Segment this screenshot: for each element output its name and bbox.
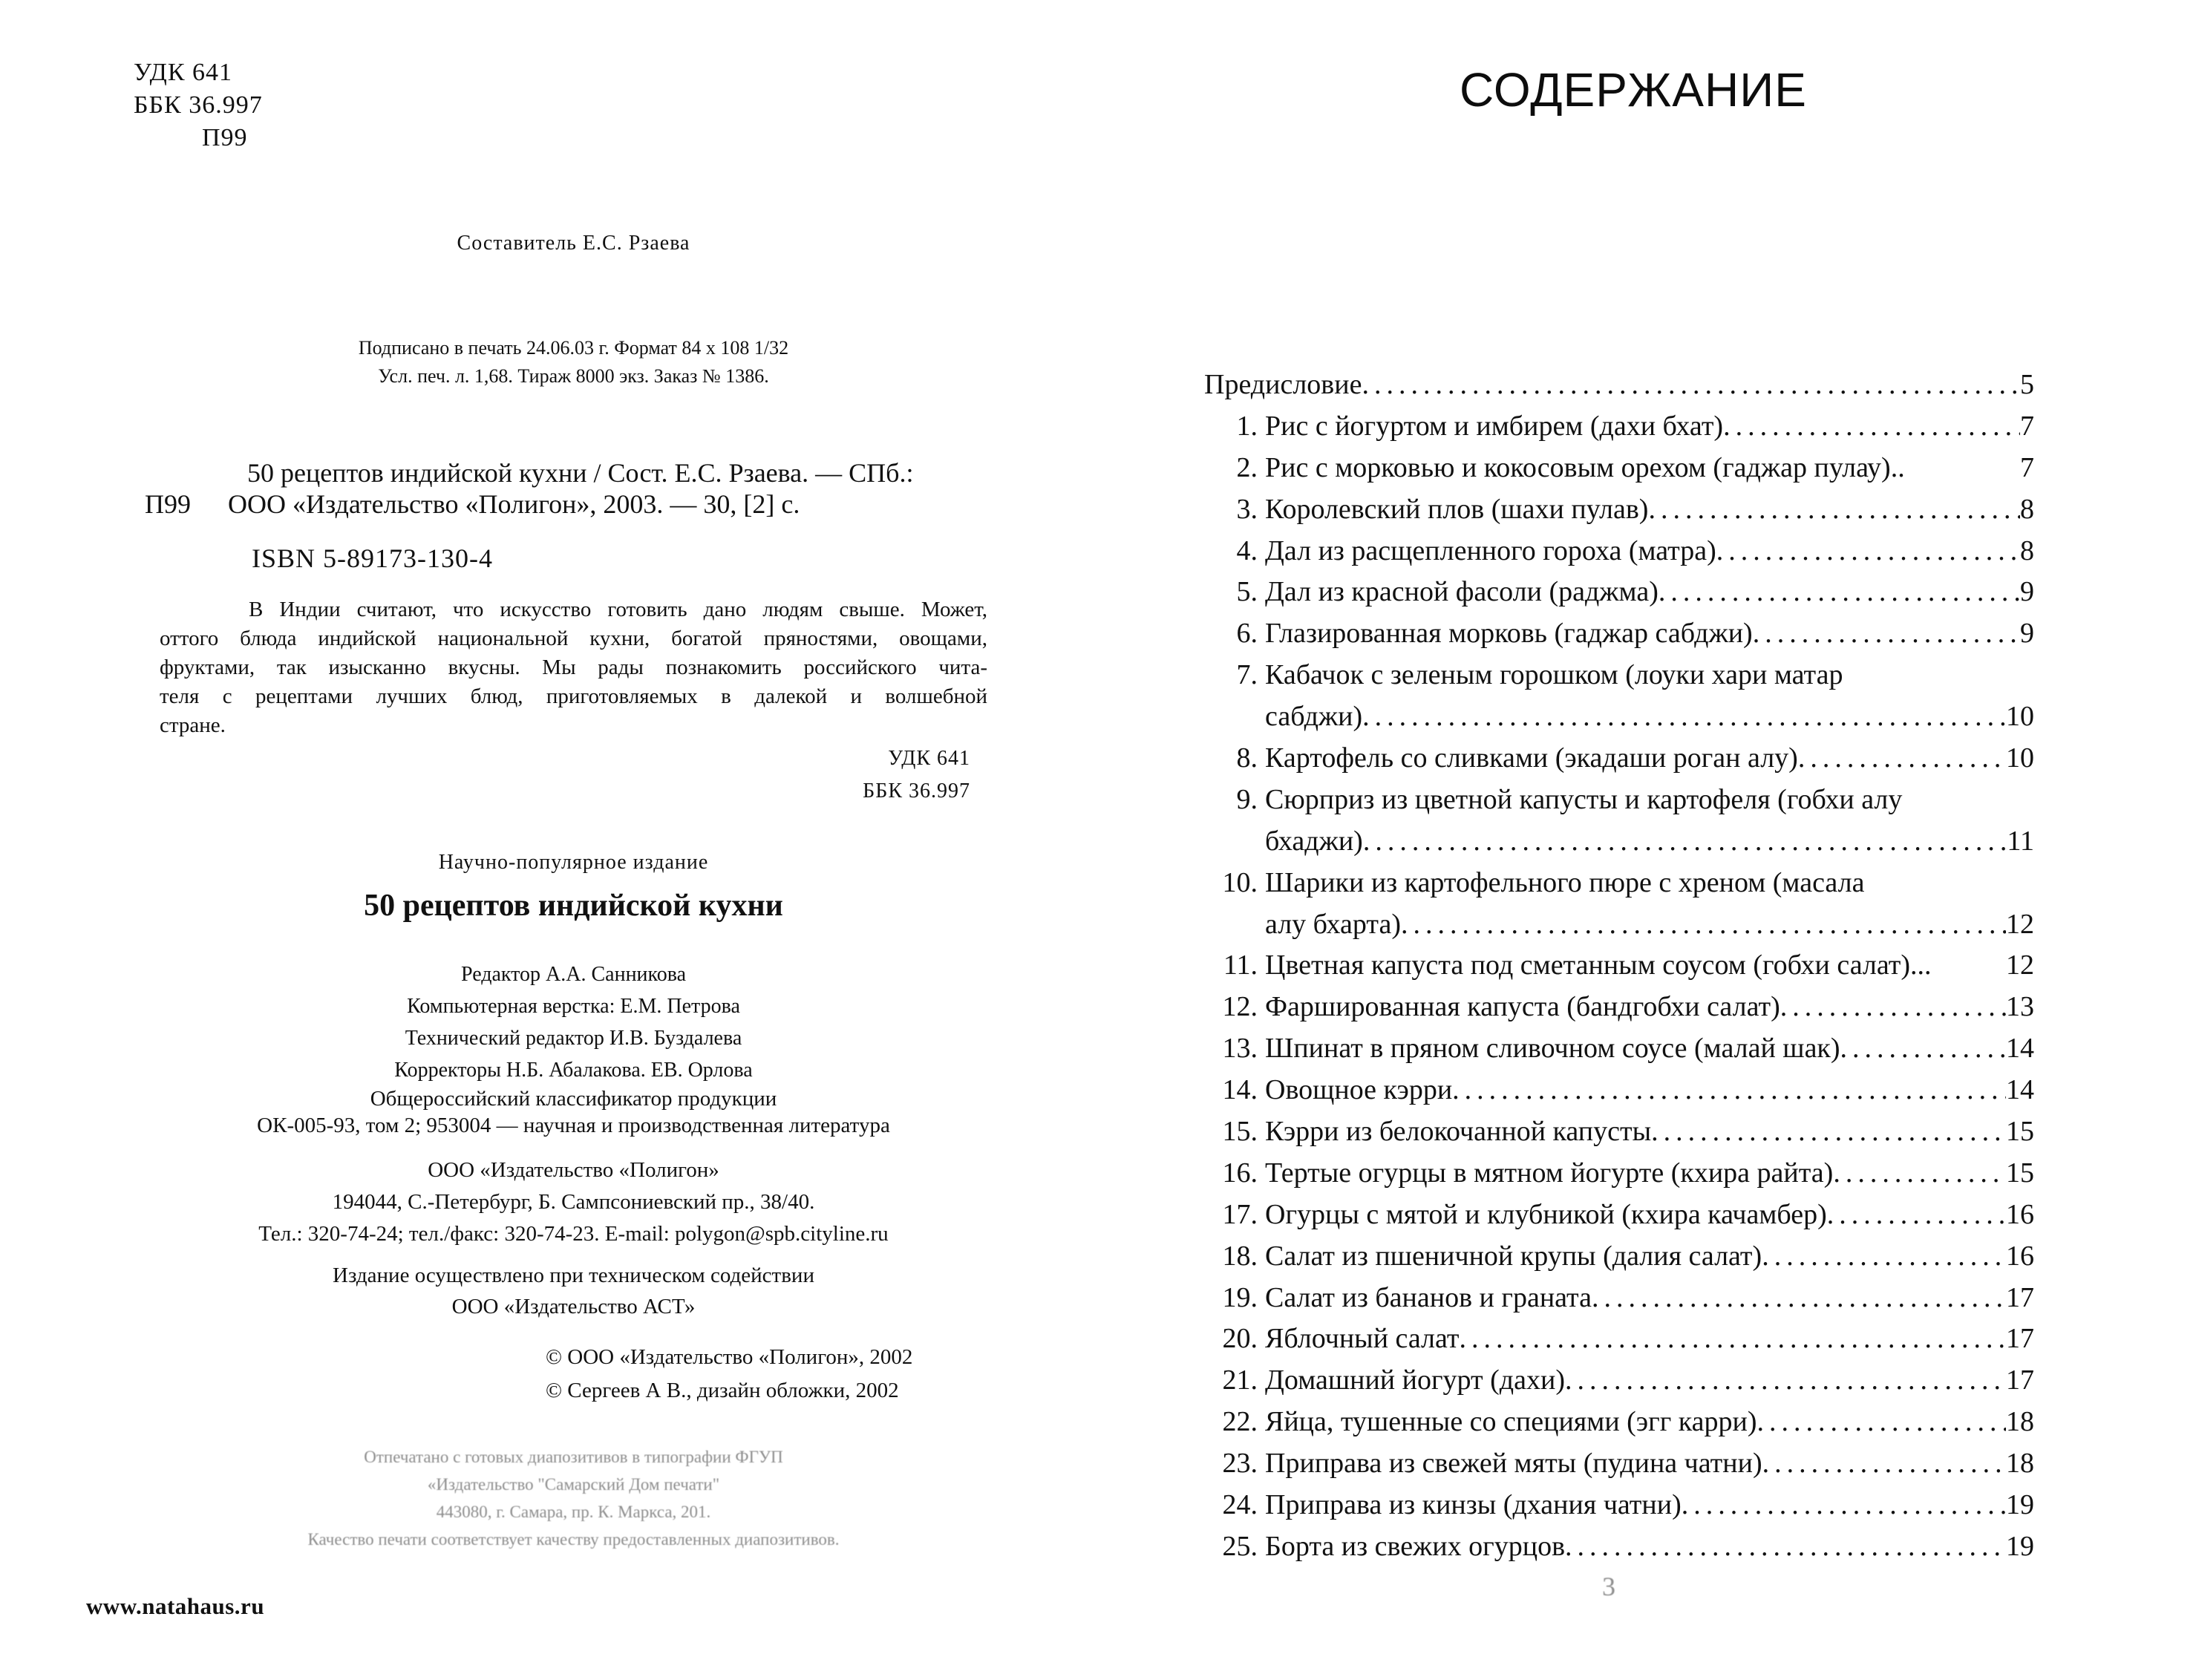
toc-entry (1204, 1322, 2034, 1364)
toc-entry-number: 2. (1236, 451, 1258, 483)
annotation-line: В Индии считают, что искусство готовить дано людям свыше. Может, (249, 598, 987, 621)
toc-dot-leader (1682, 1488, 2006, 1521)
toc-entry-label: Фаршированная капуста (бандгобхи салат) (1265, 991, 1780, 1023)
toc-entry-label: Огурцы с мятой и клубникой (кхира качамбер) (1265, 1198, 1827, 1230)
toc-list (1204, 368, 2034, 1572)
toc-dot-leader (1753, 617, 2020, 650)
annotation-paragraph (160, 595, 987, 740)
toc-entry-page: 12 (2006, 950, 2034, 981)
toc-entry-number: 4. (1236, 535, 1258, 566)
assistance-block (160, 1260, 987, 1322)
copyright-designer: © Сергеев А В., дизайн обложки, 2002 (546, 1379, 899, 1402)
toc-dot-leader (1798, 742, 2006, 774)
toc-dot-leader (1716, 535, 2020, 567)
toc-entry-label: Цветная капуста под сметанным соусом (гобхи салат)... (1265, 950, 1932, 981)
printing-line: «Издательство "Самарский Дом печати" (427, 1475, 720, 1494)
toc-entry-page: 19 (2006, 1530, 2034, 1562)
toc-dot-leader (1757, 1405, 2006, 1438)
toc-entry-page: 15 (2006, 1116, 2034, 1148)
toc-entry-page: 17 (2006, 1364, 2034, 1396)
toc-dot-leader (1362, 368, 2020, 401)
layout-line: Компьютерная верстка: Е.М. Петрова (407, 995, 740, 1018)
toc-entry-page: 12 (2006, 908, 2034, 940)
toc-entry-number: 7. (1236, 659, 1258, 691)
toc-entry (1204, 1240, 2034, 1281)
toc-dot-leader (1592, 1281, 2006, 1314)
bibliographic-publisher: ООО «Издательство «Полигон», 2003. — 30, [2] с. (228, 489, 800, 519)
toc-dot-leader (1401, 908, 2006, 941)
toc-entry (1204, 1364, 2034, 1405)
classification-codes-right (160, 742, 970, 808)
toc-entry-number: 5. (1236, 576, 1258, 608)
publisher-name: ООО «Издательство «Полигон» (428, 1158, 719, 1182)
printing-line: 443080, г. Самара, пр. К. Маркса, 201. (436, 1503, 711, 1521)
toc-entry (1204, 1198, 2034, 1240)
toc-entry-label: Королевский плов (шахи пулав) (1265, 493, 1649, 525)
classifier-line-1: Общероссийский классификатор продукции (370, 1087, 777, 1111)
compiler-line: Составитель Е.С. Рзаева (457, 232, 690, 255)
toc-dot-leader (1363, 825, 2007, 857)
toc-entry-page: 16 (2006, 1198, 2034, 1230)
annotation-line: теля с рецептами лучших блюд, приготовляемых в далекой и волшебной (160, 684, 987, 708)
toc-entry-page: 13 (2006, 991, 2034, 1023)
toc-entry-label: Тертые огурцы в мятном йогурте (кхира райта) (1265, 1157, 1834, 1189)
toc-entry (1204, 1530, 2034, 1572)
toc-entry-number: 18. (1222, 1240, 1258, 1272)
toc-entry-page: 10 (2006, 742, 2034, 774)
publisher-contacts: Тел.: 320-74-24; тел./факс: 320-74-23. E-mail: polygon@spb.cityline.ru (258, 1222, 889, 1246)
toc-entry-label: сабджи) (1265, 701, 1363, 733)
publisher-block (160, 1154, 987, 1250)
toc-entry-page: 16 (2006, 1240, 2034, 1272)
toc-entry (1204, 825, 2034, 866)
toc-dot-leader (1452, 1073, 2006, 1106)
proofreaders-line: Корректоры Н.Б. Абалакова. ЕВ. Орлова (394, 1059, 753, 1082)
toc-entry (1204, 949, 2034, 990)
toc-entry-page: 10 (2006, 701, 2034, 733)
toc-entry-label: Сюрприз из цветной капусты и картофеля (гобхи алу (1265, 783, 1903, 815)
book-title: 50 рецептов индийской кухни (364, 889, 783, 923)
toc-entry-label: Овощное кэрри (1265, 1074, 1453, 1106)
toc-entry-number: 24. (1222, 1489, 1258, 1521)
toc-dot-leader (1840, 1032, 2006, 1065)
toc-entry-number: 10. (1222, 866, 1258, 898)
toc-entry-label: Шпинат в пряном сливочном соусе (малай шак) (1265, 1033, 1840, 1065)
toc-entry-number: 9. (1236, 783, 1258, 815)
toc-dot-leader (1723, 410, 2020, 442)
toc-entry (1204, 658, 2034, 700)
bbk-code: ББК 36.997 (134, 91, 263, 119)
toc-entry (1204, 368, 2034, 410)
toc-entry-label: Кабачок с зеленым горошком (лоуки хари матар (1265, 659, 1843, 691)
udk-code: УДК 641 (134, 59, 233, 86)
assistance-line-1: Издание осуществлено при техническом содействии (333, 1264, 814, 1287)
toc-entry (1204, 1115, 2034, 1157)
toc-entry-page: 17 (2006, 1281, 2034, 1313)
toc-entry-label: Предисловие (1204, 369, 1362, 400)
isbn-line: ISBN 5-89173-130-4 (252, 543, 493, 573)
toc-entry-number: 25. (1222, 1530, 1258, 1562)
toc-entry-number: 21. (1222, 1364, 1258, 1396)
toc-entry-number: 1. (1236, 410, 1258, 442)
toc-entry-label: Кэрри из белокочанной капусты (1265, 1116, 1652, 1148)
toc-dot-leader (1651, 1115, 2006, 1148)
toc-entry-number: 13. (1222, 1033, 1258, 1065)
toc-entry-page: 8 (2020, 535, 2034, 566)
toc-entry-label: Приправа из свежей мяты (пудина чатни) (1265, 1448, 1762, 1480)
classifier-block (160, 1085, 987, 1139)
toc-entry-number: 11. (1223, 950, 1258, 981)
toc-entry-label: Домашний йогурт (дахи) (1265, 1364, 1565, 1396)
toc-entry-number: 19. (1222, 1281, 1258, 1313)
toc-entry (1204, 990, 2034, 1032)
bibliographic-code: П99 (145, 489, 191, 519)
toc-entry-page: 18 (2006, 1448, 2034, 1480)
toc-dot-leader (1762, 1240, 2006, 1272)
toc-entry-page: 8 (2020, 493, 2034, 525)
toc-entry-label: бхаджи) (1265, 825, 1363, 857)
toc-entry-number: 16. (1222, 1157, 1258, 1189)
edition-type: Научно-популярное издание (438, 851, 709, 874)
toc-entry-number: 3. (1236, 493, 1258, 525)
toc-entry-label: Картофель со сливками (экадаши роган алу) (1265, 742, 1798, 774)
toc-entry-number: 15. (1222, 1116, 1258, 1148)
toc-dot-leader (1565, 1530, 2006, 1563)
toc-entry (1204, 742, 2034, 783)
technical-editor-line: Технический редактор И.В. Буздалева (405, 1027, 742, 1050)
toc-entry-label: алу бхарта) (1265, 908, 1402, 940)
toc-dot-leader (1460, 1322, 2006, 1355)
toc-dot-leader (1780, 990, 2006, 1023)
toc-entry (1204, 535, 2034, 576)
toc-dot-leader (1762, 1447, 2006, 1480)
toc-entry (1204, 617, 2034, 658)
toc-dot-leader (1833, 1157, 2006, 1189)
toc-entry-label: Глазированная морковь (гаджар сабджи) (1265, 618, 1753, 650)
assistance-line-2: ООО «Издательство АСТ» (451, 1295, 696, 1318)
toc-entry-page: 14 (2006, 1074, 2034, 1106)
toc-entry-page: 18 (2006, 1406, 2034, 1438)
toc-entry-page: 5 (2020, 369, 2034, 400)
page-number: 3 (1602, 1572, 1615, 1601)
toc-entry (1204, 1405, 2034, 1447)
print-run-line-1: Подписано в печать 24.06.03 г. Формат 84 х 108 1/32 (358, 337, 789, 359)
author-sign-code: П99 (202, 124, 248, 151)
toc-entry-number: 20. (1222, 1323, 1258, 1355)
toc-entry-page: 9 (2020, 576, 2034, 608)
toc-entry (1204, 908, 2034, 950)
toc-entry (1204, 783, 2034, 825)
toc-entry (1204, 1032, 2034, 1073)
toc-entry (1204, 575, 2034, 617)
toc-dot-leader (1659, 575, 2020, 608)
toc-entry (1204, 1073, 2034, 1115)
toc-entry-label: Дал из расщепленного гороха (матра) (1265, 535, 1716, 566)
copyright-block (546, 1341, 912, 1408)
copyright-publisher: © ООО «Издательство «Полигон», 2002 (546, 1345, 913, 1369)
toc-entry-number: 17. (1222, 1198, 1258, 1230)
annotation-line: оттого блюда индийской национальной кухни, богатой пряностями, овощами, (160, 627, 987, 650)
toc-entry-number: 12. (1222, 991, 1258, 1023)
editor-line: Редактор А.А. Санникова (461, 963, 686, 986)
bibliographic-entry-line-1: 50 рецептов индийской кухни / Сост. Е.С. Рзаева. — СПб.: (247, 458, 914, 488)
watermark-url: www.natahaus.ru (86, 1593, 265, 1619)
toc-entry-number: 14. (1222, 1074, 1258, 1106)
printing-house-block (160, 1443, 987, 1553)
toc-entry (1204, 493, 2034, 535)
toc-entry-label: Салат из бананов и граната (1265, 1281, 1592, 1313)
toc-entry-page: 7 (2020, 410, 2034, 442)
toc-entry-page: 14 (2006, 1033, 2034, 1065)
toc-entry (1204, 866, 2034, 908)
toc-dot-leader (1827, 1198, 2006, 1231)
annotation-line: стране. (160, 713, 226, 737)
toc-entry-number: 8. (1236, 742, 1258, 774)
toc-entry-page: 9 (2020, 618, 2034, 650)
annotation-line: фруктами, так изысканно вкусны. Мы рады познакомить российского чита- (160, 656, 987, 679)
toc-dot-leader (1362, 700, 2006, 733)
toc-entry (1204, 1488, 2034, 1530)
toc-entry (1204, 700, 2034, 742)
bbk-code-2: ББК 36.997 (863, 779, 970, 803)
toc-entry-number: 6. (1236, 618, 1258, 650)
toc-entry (1204, 1447, 2034, 1488)
print-run-line-2: Усл. печ. л. 1,68. Тираж 8000 экз. Заказ № 1386. (378, 365, 769, 387)
toc-entry-label: Борта из свежих огурцов (1265, 1530, 1566, 1562)
toc-entry-page: 11 (2007, 825, 2034, 857)
toc-entry-page: 19 (2006, 1489, 2034, 1521)
toc-entry-label: Рис с морковью и кокосовым орехом (гаджар пулау).. (1265, 451, 1905, 483)
staff-block (160, 958, 987, 1086)
toc-entry-label: Яйца, тушенные со специями (эгг карри) (1265, 1406, 1757, 1438)
printing-line: Качество печати соответствует качеству предоставленных диапозитивов. (307, 1530, 840, 1549)
toc-entry-page: 7 (2020, 451, 2034, 483)
toc-entry-page: 15 (2006, 1157, 2034, 1189)
toc-entry-label: Рис с йогуртом и имбирем (дахи бхат) (1265, 410, 1724, 442)
toc-entry (1204, 451, 2034, 493)
toc-entry-label: Яблочный салат (1265, 1323, 1460, 1355)
toc-title: СОДЕРЖАНИЕ (1460, 63, 1807, 117)
toc-entry-number: 23. (1222, 1448, 1258, 1480)
printing-line: Отпечатано с готовых диапозитивов в типографии ФГУП (364, 1448, 783, 1466)
bibliographic-entry-line-2 (145, 488, 800, 520)
toc-dot-leader (1648, 493, 2020, 526)
toc-dot-leader (1565, 1364, 2006, 1396)
toc-entry (1204, 1281, 2034, 1323)
udk-code-2: УДК 641 (888, 747, 970, 770)
toc-entry-label: Салат из пшеничной крупы (далия салат) (1265, 1240, 1762, 1272)
classifier-line-2: ОК-005-93, том 2; 953004 — научная и производственная литература (257, 1114, 890, 1137)
publisher-address: 194044, С.-Петербург, Б. Сампсониевский пр., 38/40. (332, 1190, 815, 1214)
toc-entry-label: Шарики из картофельного пюре с хреном (масала (1265, 866, 1865, 898)
toc-entry-number: 22. (1222, 1406, 1258, 1438)
toc-entry-label: Приправа из кинзы (дхания чатни) (1265, 1489, 1682, 1521)
toc-entry-page: 17 (2006, 1323, 2034, 1355)
toc-entry (1204, 1157, 2034, 1198)
toc-entry (1204, 410, 2034, 451)
toc-entry-label: Дал из красной фасоли (раджма) (1265, 576, 1659, 608)
